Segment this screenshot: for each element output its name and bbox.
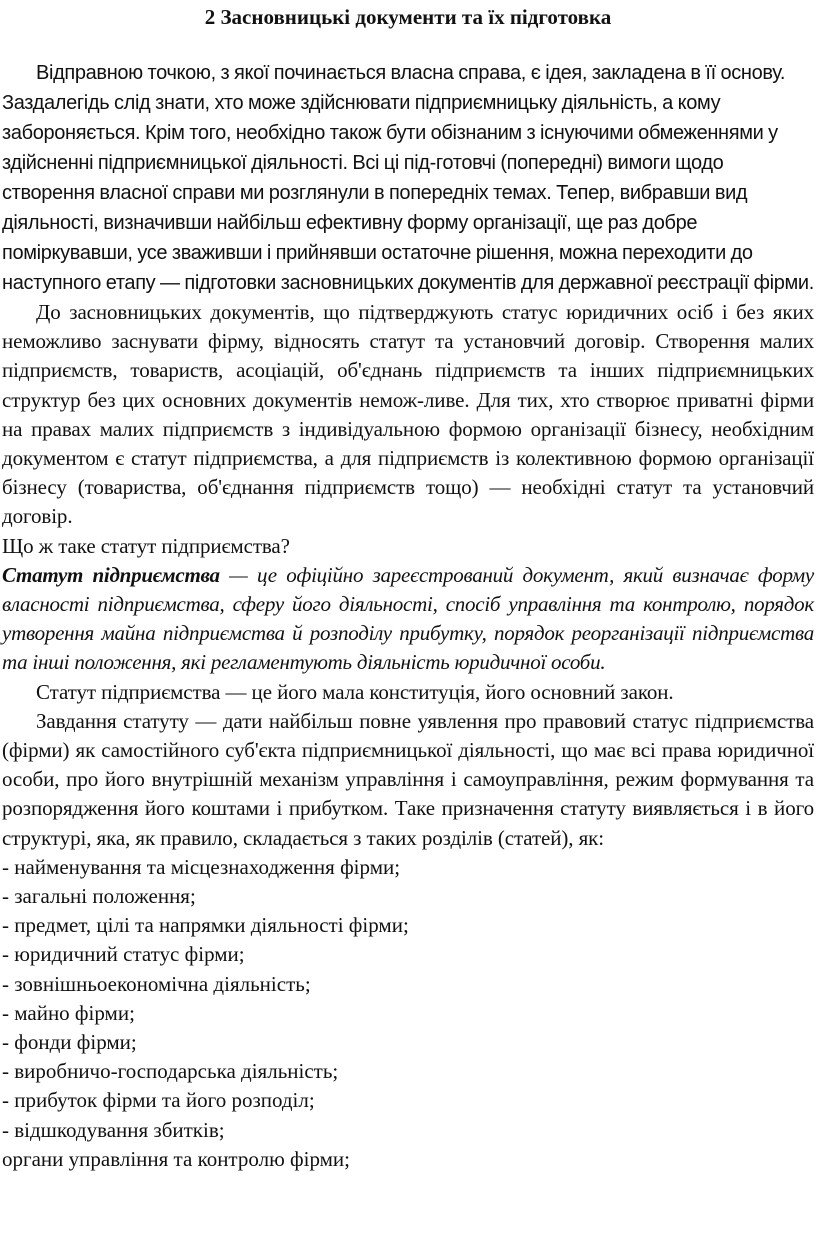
list-item: - відшкодування збитків; bbox=[2, 1117, 225, 1142]
constitution-paragraph: Статут підприємства — це його мала конституція, його основний закон. bbox=[36, 679, 674, 704]
founding-documents-paragraph: До засновницьких документів, що підтверджують статус юридичних осіб і без яких неможливо заснувати фірму, відносять статут та установчий договір. Створення малих підприємств, товариств, асоціацій, об'єднань підприємств та інших підприємницьких структур без цих основних документів немож-ливе. Для тих, хто створює приватні фірми на правах малих підприємств з індивідуальною формою організації бізнесу, необхідним документом є статут підприємства, а для підприємств із колективною формою організації бізнесу (товариства, об'єднання підприємств тощо) — необхідні статут та установчий договір. bbox=[2, 300, 814, 529]
list-item: органи управління та контролю фірми; bbox=[2, 1146, 350, 1171]
definition-term: Статут підприємства bbox=[2, 562, 220, 587]
list-item: - предмет, цілі та напрямки діяльності фірми; bbox=[2, 913, 409, 938]
list-item: - фонди фірми; bbox=[2, 1030, 137, 1055]
statute-purpose-paragraph: Завдання статуту — дати найбільш повне уявлення про правовий статус підприємства (фірми) як самостійного суб'єкта підприємницької діяльності, що має всі права юридичної особи, про його внутрішній механізм управління і самоуправління, режим формування та розпорядження його коштами і прибутком. Таке призначення статуту виявляється і в його структурі, яка, як правило, складається з таких розділів (статей), як: bbox=[2, 708, 814, 850]
statute-sections-list bbox=[2, 853, 814, 1174]
definition-paragraph bbox=[2, 561, 814, 678]
definition-text: — це офіційно зареєстрований документ, який визначає форму власності підприємства, сферу його діяльності, спосіб управління та контролю, порядок утворення майна підприємства й розподілу прибутку, порядок реорганізації підприємства та інші положення, які регламентують діяльність юридичної особи. bbox=[2, 562, 814, 675]
list-item: - юридичний статус фірми; bbox=[2, 942, 245, 967]
question-line: Що ж таке статут підприємства? bbox=[2, 533, 290, 558]
list-item: - прибуток фірми та його розподіл; bbox=[2, 1088, 315, 1113]
list-item: - найменування та місцезнаходження фірми; bbox=[2, 854, 401, 879]
list-item: - загальні положення; bbox=[2, 884, 196, 909]
document-title: 2 Засновницькі документи та їх підготовка bbox=[204, 5, 612, 29]
list-item: - майно фірми; bbox=[2, 1000, 135, 1025]
list-item: - зовнішньоекономічна діяльність; bbox=[2, 971, 311, 996]
list-item: - виробничо-господарська діяльність; bbox=[2, 1059, 339, 1084]
intro-paragraph: Відправною точкою, з якої починається власна справа, є ідея, закладена в її основу. Заздалегідь слід знати, хто може здійснювати підприємницьку діяльність, а кому забороняється. Крім того, необхідно також бути обізнаним з існуючими обмеженнями у здійсненні підприємницької діяльності. Всі ці під-готовчі (попередні) вимоги щодо створення власної справи ми розглянули в попередніх темах. Тепер, вибравши вид діяльності, визначивши найбільш ефективну форму організації, ще раз добре поміркувавши, усе зваживши і прийнявши остаточне рішення, можна переходити до наступного етапу — підготовки засновницьких документів для державної реєстрації фірми. bbox=[2, 62, 814, 294]
